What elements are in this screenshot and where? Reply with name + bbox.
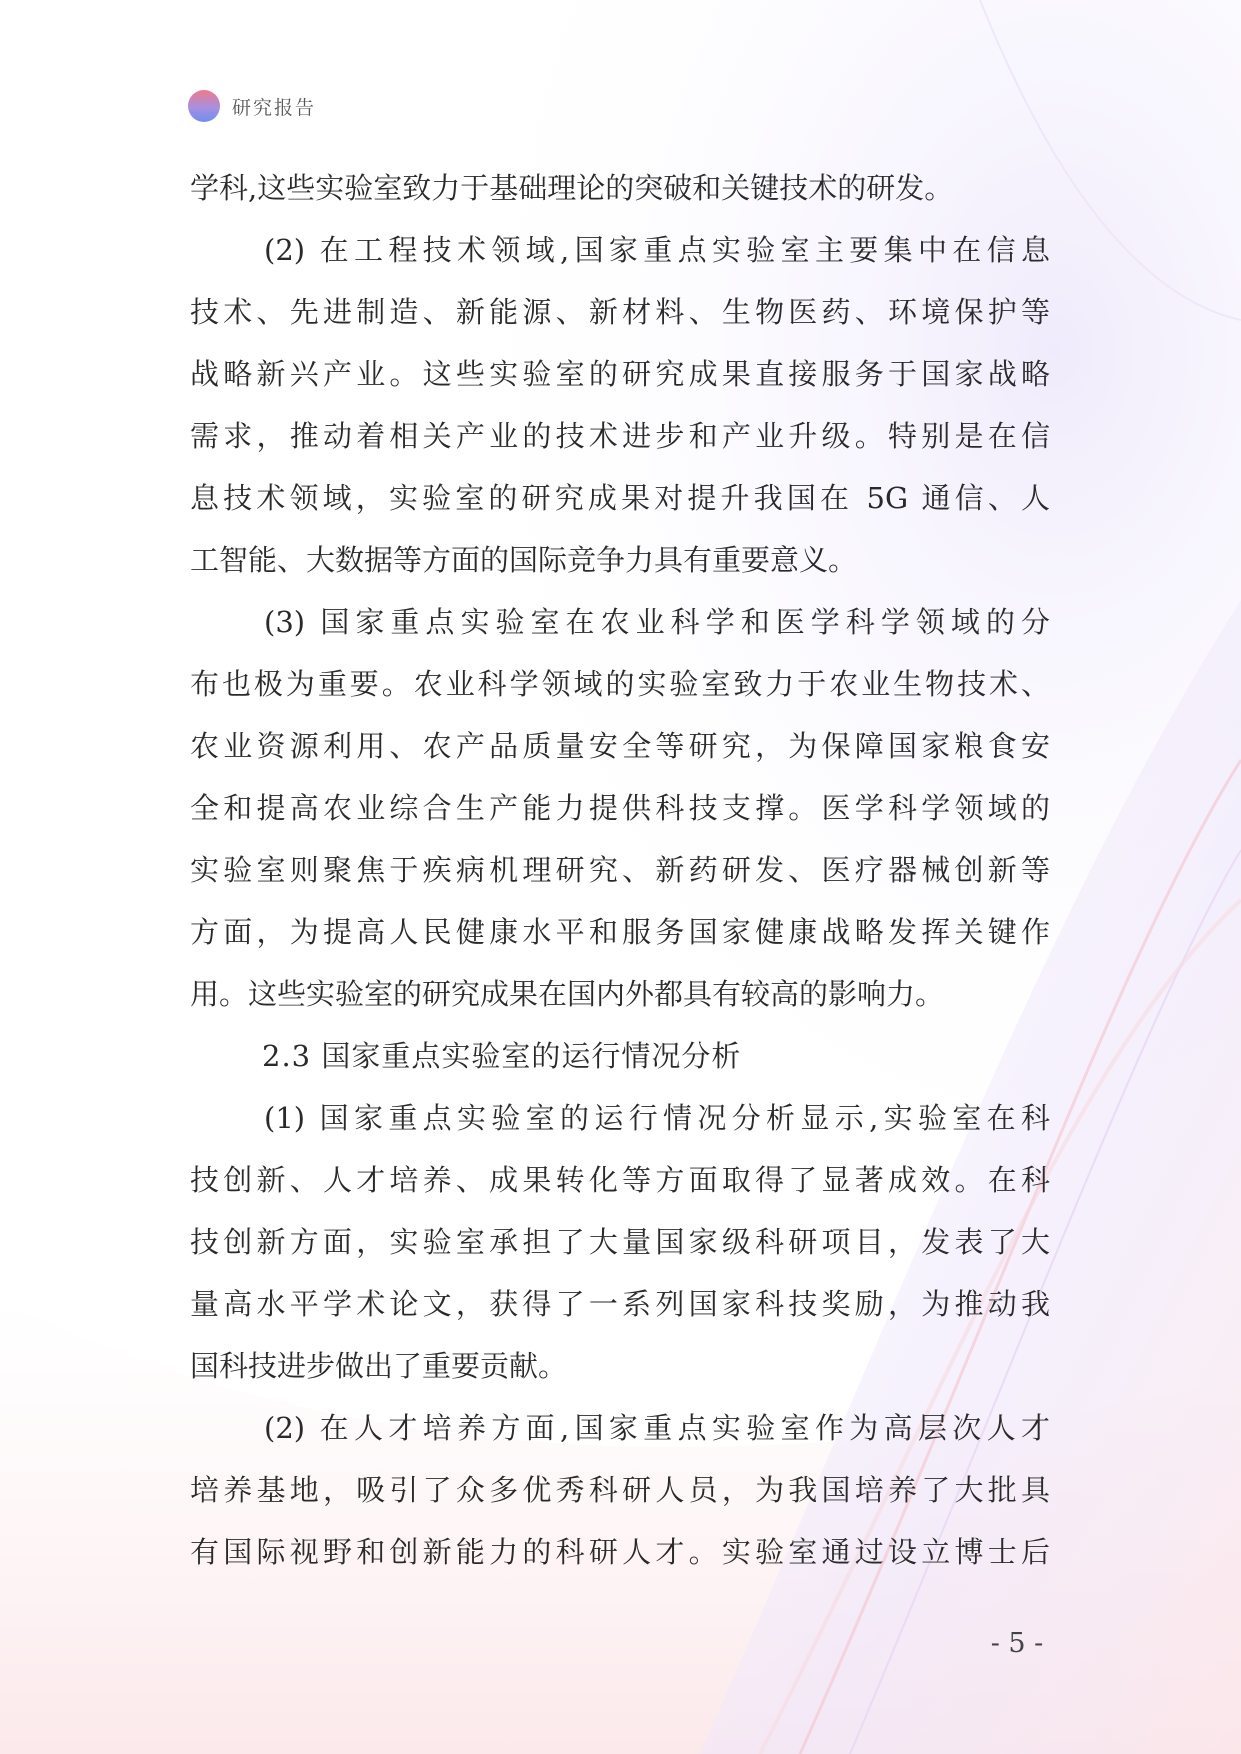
text-line: 用。这些实验室的研究成果在国内外都具有较高的影响力。 bbox=[190, 977, 945, 1011]
text-line: 量高水平学术论文，获得了一系列国家科技奖励，为推动我 bbox=[190, 1287, 1050, 1321]
page-number: - 5 - bbox=[990, 1628, 1044, 1659]
text-line: 培养基地，吸引了众多优秀科研人员，为我国培养了大批具 bbox=[190, 1473, 1050, 1507]
text-line: 农业资源利用、农产品质量安全等研究，为保障国家粮食安 bbox=[190, 729, 1050, 763]
text-line: (2) 在人才培养方面,国家重点实验室作为高层次人才 bbox=[264, 1411, 1050, 1445]
text-line: 有国际视野和创新能力的科研人才。实验室通过设立博士后 bbox=[190, 1535, 1050, 1569]
text-line: 工智能、大数据等方面的国际竞争力具有重要意义。 bbox=[190, 543, 858, 577]
text-line: 全和提高农业综合生产能力提供科技支撑。医学科学领域的 bbox=[190, 791, 1050, 825]
text-line: 实验室则聚焦于疾病机理研究、新药研发、医疗器械创新等 bbox=[190, 853, 1050, 887]
text-line: 战略新兴产业。这些实验室的研究成果直接服务于国家战略 bbox=[190, 357, 1050, 391]
text-line: 需求，推动着相关产业的技术进步和产业升级。特别是在信 bbox=[190, 419, 1050, 453]
text-line: 学科,这些实验室致力于基础理论的突破和关键技术的研发。 bbox=[190, 171, 954, 205]
text-line: 技创新、人才培养、成果转化等方面取得了显著成效。在科 bbox=[190, 1163, 1050, 1197]
text-line: 技术、先进制造、新能源、新材料、生物医药、环境保护等 bbox=[190, 295, 1050, 329]
document-body bbox=[190, 157, 1050, 1583]
text-line: (1) 国家重点实验室的运行情况分析显示,实验室在科 bbox=[264, 1101, 1050, 1135]
header-title: 研究报告 bbox=[232, 96, 317, 119]
text-line: 方面，为提高人民健康水平和服务国家健康战略发挥关键作 bbox=[190, 915, 1050, 949]
logo-icon bbox=[188, 90, 220, 122]
section-heading: 2.3 国家重点实验室的运行情况分析 bbox=[262, 1039, 742, 1073]
text-line: 国科技进步做出了重要贡献。 bbox=[190, 1349, 568, 1383]
header bbox=[188, 90, 316, 122]
text-line: 布也极为重要。农业科学领域的实验室致力于农业生物技术、 bbox=[190, 667, 1050, 701]
text-line: 息技术领域，实验室的研究成果对提升我国在 5G 通信、人 bbox=[190, 481, 1050, 515]
text-line: (3) 国家重点实验室在农业科学和医学科学领域的分 bbox=[264, 605, 1050, 639]
text-line: 技创新方面，实验室承担了大量国家级科研项目，发表了大 bbox=[190, 1225, 1050, 1259]
text-line: (2) 在工程技术领域,国家重点实验室主要集中在信息 bbox=[264, 233, 1050, 267]
